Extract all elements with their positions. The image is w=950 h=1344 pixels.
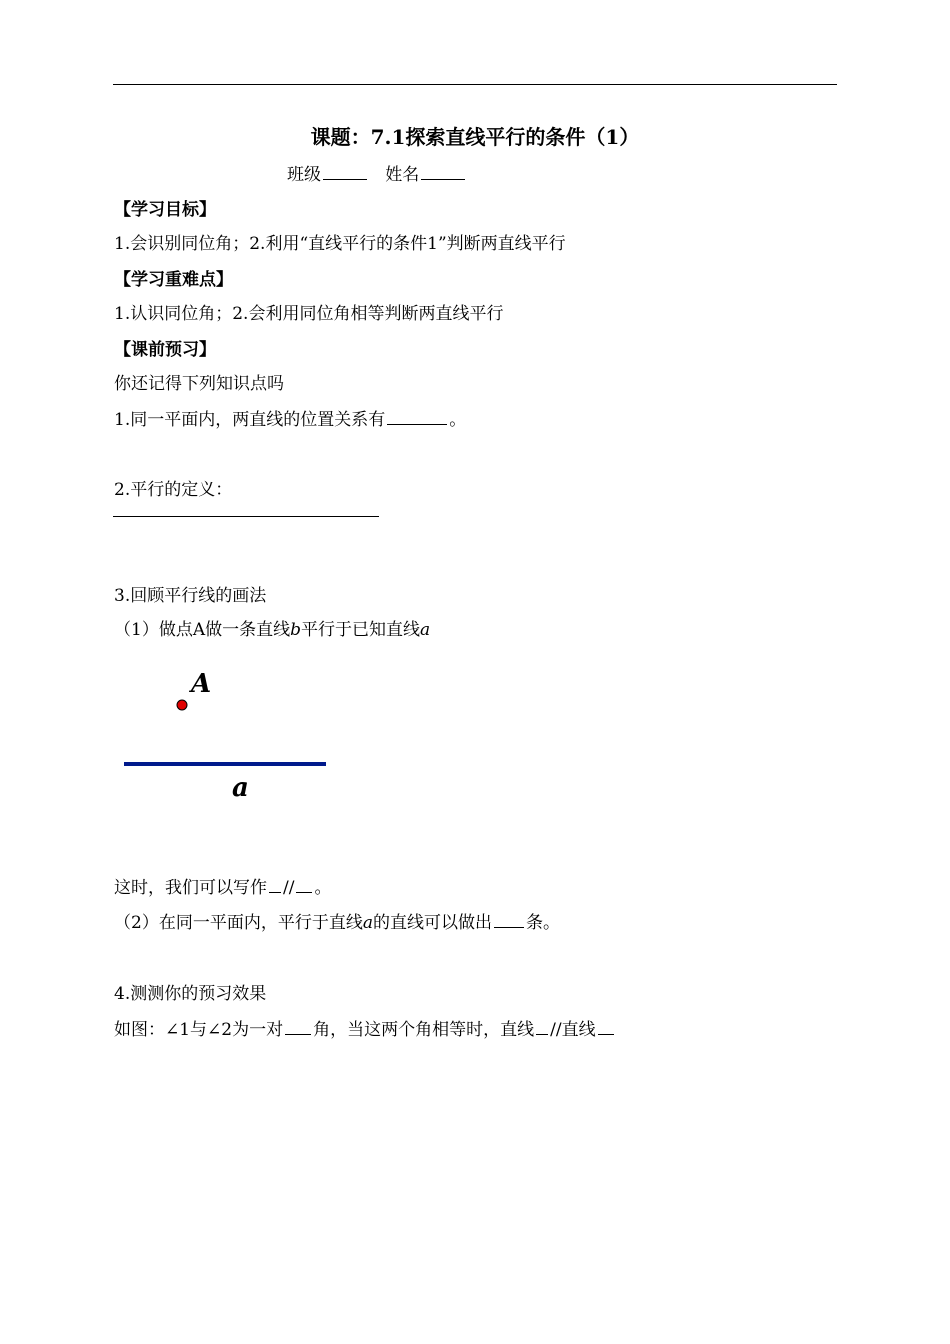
- question-3-1-text: （1）做点A做一条直线: [114, 620, 291, 640]
- parallel-symbol: //: [283, 878, 295, 898]
- name-label: 姓名: [385, 165, 420, 185]
- var-a: a: [419, 620, 431, 640]
- question-1-suffix: 。: [449, 410, 467, 430]
- question-2: 2.平行的定义：: [114, 480, 233, 500]
- class-label: 班级: [287, 165, 321, 185]
- q4-part-1: 如图：∠1与∠2为一对: [114, 1020, 284, 1040]
- q4-part-2: 角，当这两个角相等时，直线: [313, 1020, 535, 1040]
- q4-blank-1[interactable]: [285, 1018, 311, 1035]
- question-1-text: 1.同一平面内，两直线的位置关系有: [114, 410, 386, 430]
- question-3: 3.回顾平行线的画法: [114, 586, 267, 606]
- page-title: 课题：7.1探索直线平行的条件（1）: [310, 125, 640, 149]
- q4-blank-3[interactable]: [598, 1018, 614, 1035]
- question-3-2-suffix: 条。: [525, 913, 560, 933]
- goals-text: 1.会识别同位角；2.利用“直线平行的条件1”判断两直线平行: [114, 234, 566, 254]
- note-suffix: 。: [314, 878, 332, 898]
- goals-heading: 【学习目标】: [114, 200, 216, 220]
- class-name-line: [287, 163, 467, 186]
- question-3-note: [114, 876, 331, 899]
- note-blank-2[interactable]: [296, 876, 312, 893]
- var-b: b: [290, 620, 301, 640]
- question-4-text: [114, 1018, 616, 1041]
- preview-heading: 【课前预习】: [114, 340, 216, 360]
- preview-intro: 你还记得下列知识点吗: [114, 374, 284, 394]
- class-blank[interactable]: [323, 163, 367, 180]
- question-3-2-mid: 的直线可以做出: [372, 913, 492, 933]
- question-3-2: [114, 911, 560, 934]
- definition-blank[interactable]: [113, 516, 379, 517]
- difficulties-text: 1.认识同位角；2.会利用同位角相等判断两直线平行: [114, 304, 504, 324]
- var-a-2: a: [362, 913, 373, 933]
- question-1: [114, 408, 466, 431]
- q4-part-3: //直线: [550, 1020, 596, 1040]
- name-blank[interactable]: [421, 163, 465, 180]
- header-rule: [113, 84, 837, 85]
- question-4: 4.测测你的预习效果: [114, 984, 267, 1004]
- question-3-1: [114, 619, 430, 641]
- point-a: [177, 700, 187, 710]
- q4-blank-2[interactable]: [536, 1018, 548, 1035]
- line-a-label: a: [232, 773, 249, 803]
- parallel-line-figure: [118, 662, 358, 812]
- note-blank-1[interactable]: [269, 876, 281, 893]
- question-3-1-mid: 平行于已知直线: [300, 620, 420, 640]
- question-3-2-text: （2）在同一平面内，平行于直线: [114, 913, 363, 933]
- point-a-label: A: [191, 669, 212, 699]
- note-text: 这时，我们可以写作: [114, 878, 267, 898]
- difficulties-heading: 【学习重难点】: [114, 270, 233, 290]
- question-3-2-blank[interactable]: [494, 911, 524, 928]
- question-1-blank[interactable]: [387, 408, 447, 425]
